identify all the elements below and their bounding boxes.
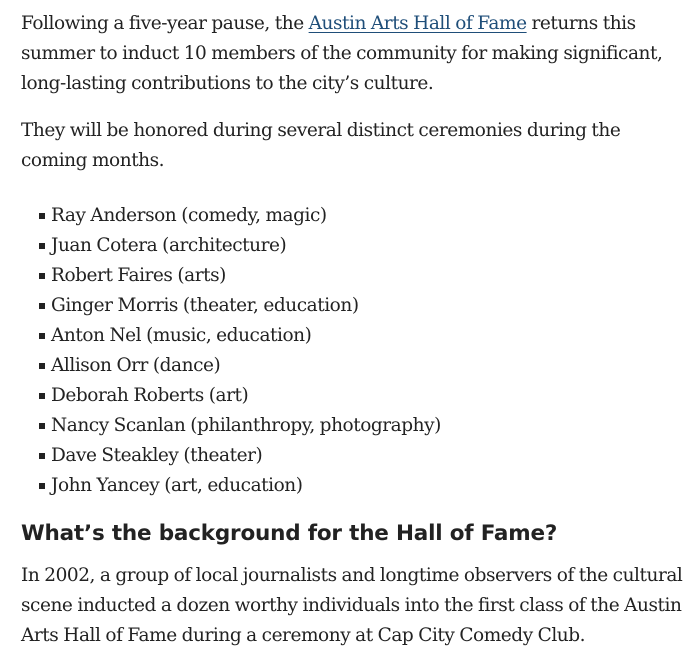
list-item [39,291,685,321]
square-bullet-icon [39,243,45,249]
intro-paragraph [21,9,685,99]
inductee-name: John Yancey (art, education) [51,475,303,496]
honored-paragraph: They will be honored during several distinct ceremonies during the coming months. [21,120,621,171]
inductee-list [21,193,685,501]
square-bullet-icon [39,453,45,459]
square-bullet-icon [39,213,45,219]
background-paragraph: In 2002, a group of local journalists and longtime observers of the cultural scene inducted a dozen worthy individuals into the first class of the Austin Arts Hall of Fame during a ceremony at Cap City Comedy Club. [21,565,683,646]
square-bullet-icon [39,273,45,279]
inductee-name: Allison Orr (dance) [51,355,221,376]
square-bullet-icon [39,333,45,339]
inductee-name: Robert Faires (arts) [51,265,226,286]
square-bullet-icon [39,303,45,309]
inductee-name: Anton Nel (music, education) [51,325,312,346]
list-item [39,381,685,411]
intro-text-before-link: Following a five-year pause, the [21,13,309,34]
list-item [39,441,685,471]
square-bullet-icon [39,393,45,399]
list-item [39,351,685,381]
square-bullet-icon [39,423,45,429]
square-bullet-icon [39,363,45,369]
square-bullet-icon [39,483,45,489]
list-item [39,201,685,231]
article-body [21,9,685,668]
inductee-name: Ginger Morris (theater, education) [51,295,359,316]
inductee-name: Ray Anderson (comedy, magic) [51,205,327,226]
inductee-name: Deborah Roberts (art) [51,385,249,406]
inductee-name: Dave Steakley (theater) [51,445,263,466]
intro-text-after-link: returns this summer to induct 10 members of the community for making significant, long-lasting contributions to the city’s culture. [21,13,663,94]
inductee-name: Nancy Scanlan (philanthropy, photography) [51,415,441,436]
list-item [39,261,685,291]
austin-arts-hall-of-fame-link[interactable]: Austin Arts Hall of Fame [308,13,527,34]
inductee-name: Juan Cotera (architecture) [51,235,287,256]
list-item [39,471,685,501]
list-item [39,321,685,351]
list-item [39,411,685,441]
background-heading: What’s the background for the Hall of Fame? [21,521,558,546]
list-item [39,231,685,261]
